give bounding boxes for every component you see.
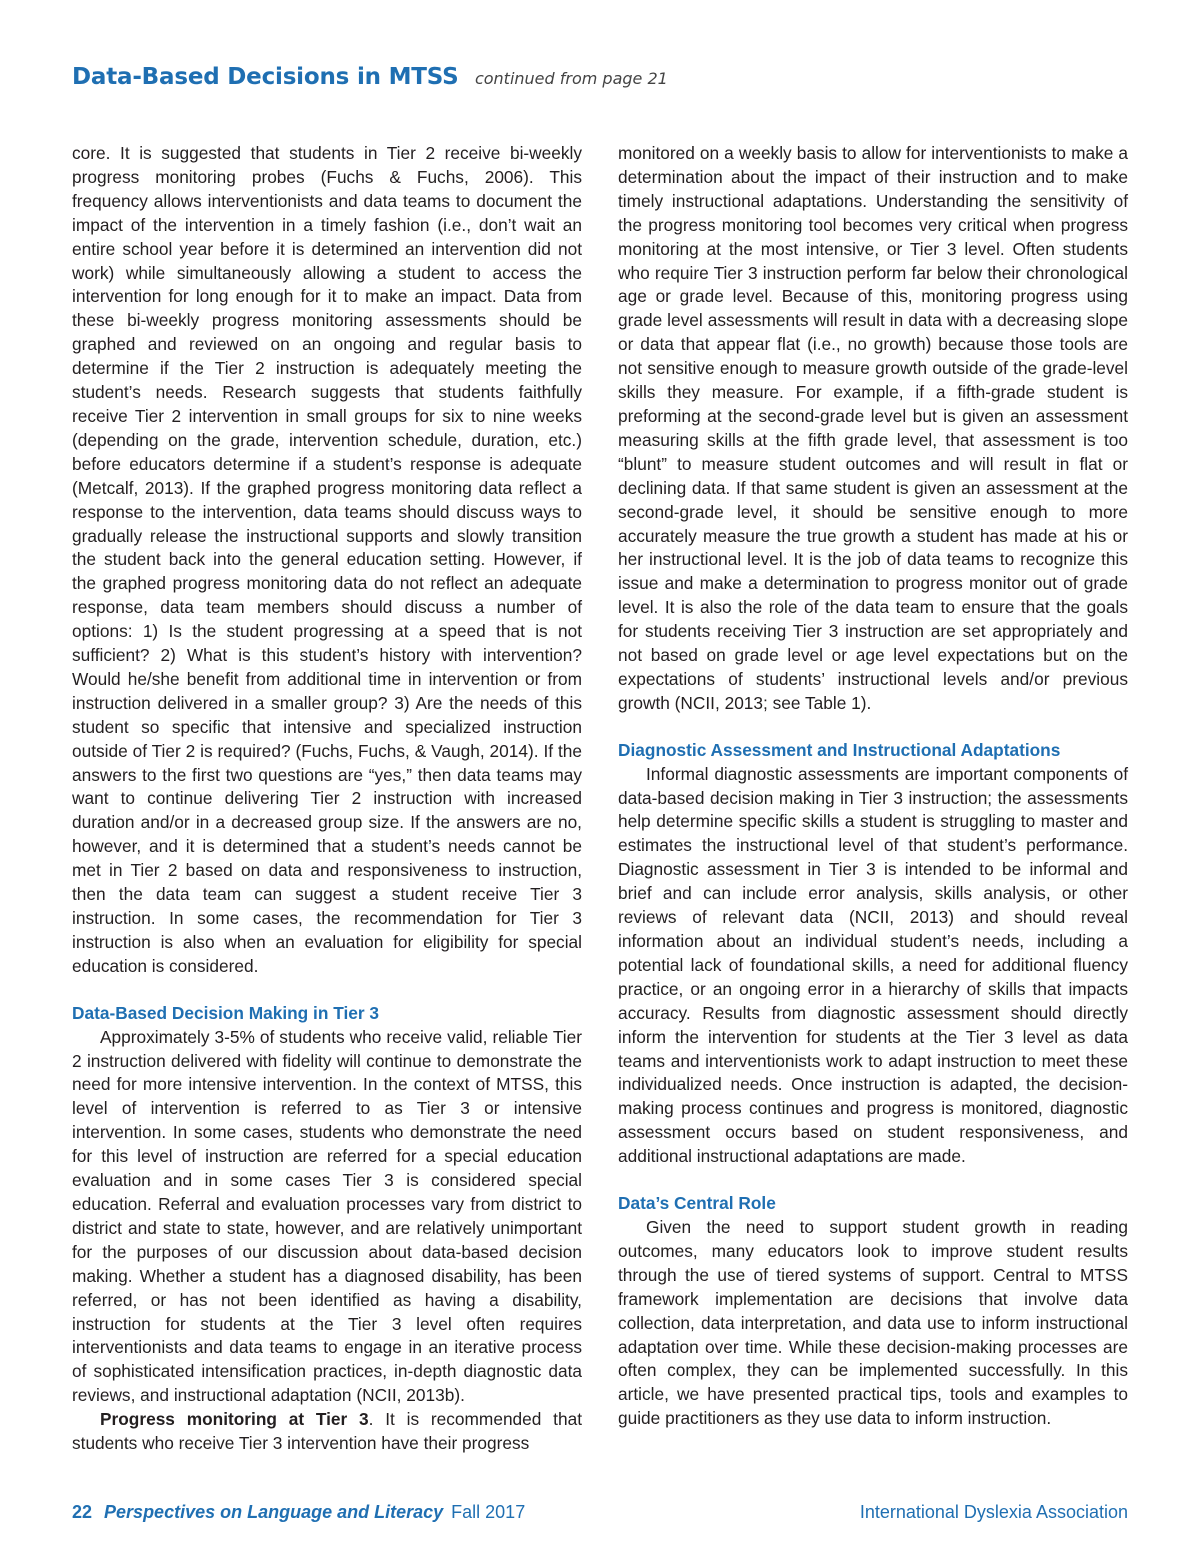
- organization-name: International Dyslexia Association: [859, 1502, 1128, 1522]
- page-number: 22: [72, 1502, 93, 1522]
- paragraph: monitored on a weekly basis to allow for interventionists to make a determination about the impact of their instruction and to make timely instructional adaptations. Understanding the sensitivity of the progress monitoring tool becomes very critical when progress monitoring at the most intensive, or Tier 3 level. Often students who require Tier 3 instruction perform far below their chronological age or grade level. Because of this, monitoring progress using grade level assessments will result in data with a decreasing slope or data that appear flat (i.e., no growth) because those tools are not sensitive enough to measure growth outside of the grade-level skills they measure. For example, if a fifth-grade student is preforming at the second-grade level but is given an assessment measuring skills at the fifth grade level, that assessment is too “blunt” to measure student outcomes and will result in flat or declining data. If that same student is given an assessment at the second-grade level, it should be sensitive enough to more accurately measure the true growth a student has made at his or her instructional level. It is the job of data teams to recognize this issue and make a determination to progress monitor out of grade level. It is also the role of the data team to ensure that the goals for students receiving Tier 3 instruction are set appropriately and not based on grade level or age level expectations but on the expectations of students’ instructional levels and/or previous growth (NCII, 2013; see Table 1).: [618, 143, 1128, 713]
- section-heading-central-role: Data’s Central Role: [618, 1193, 776, 1214]
- paragraph: Approximately 3-5% of students who receive valid, reliable Tier 2 instruction delivered with fidelity will continue to demonstrate the need for more intensive intervention. In the context of MTSS, this level of intervention is referred to as Tier 3 or intensive intervention. In some cases, students who demonstrate the need for this level of instruction are referred for a special education evaluation and in some cases Tier 3 is considered special education. Referral and evaluation processes vary from district to district and state to state, however, and are relatively unimportant for the purposes of our discussion about data-based decision making. Whether a student has a diagnosed disability, has been referred, or has not been identified as having a disability, instruction for students at the Tier 3 level often requires interventionists and data teams to engage in an iterative process of sophisticated intensification practices, in-depth diagnostic data reviews, and instructional adaptation (NCII, 2013b).: [72, 1026, 582, 1406]
- continued-note: continued from page 21: [474, 69, 668, 88]
- paragraph: [72, 1408, 582, 1456]
- section-heading-diagnostic: Diagnostic Assessment and Instructional Adaptations: [618, 739, 1061, 760]
- paragraph: Given the need to support student growth in reading outcomes, many educators look to improve student results through the use of tiered systems of support. Central to MTSS framework implementation are decisions that involve data collection, data interpretation, and data use to inform instructional adaptation over time. While these decision-making processes are often complex, they can be implemented successfully. In this article, we have presented practical tips, tools and examples to guide practitioners as they use data to inform instruction.: [618, 1216, 1128, 1429]
- paragraph-text: . It is recommended that students who receive Tier 3 intervention have their progress: [72, 1409, 582, 1454]
- article-title: Data-Based Decisions in MTSS: [72, 64, 459, 90]
- paragraph: core. It is suggested that students in Tier 2 receive bi-weekly progress monitoring probes (Fuchs & Fuchs, 2006). This frequency allows interventionists and data teams to document the impact of the intervention in a timely fashion (i.e., don’t wait an entire school year before it is determined an intervention did not work) while simultaneously allowing a student to access the intervention for long enough for it to make an impact. Data from these bi-weekly progress monitoring assessments should be graphed and reviewed on an ongoing and regular basis to determine if the Tier 2 instruction is adequately meeting the student’s needs. Research suggests that students faithfully receive Tier 2 intervention in small groups for six to nine weeks (depending on the grade, intervention schedule, duration, etc.) before educators determine if a student’s response is adequate (Metcalf, 2013). If the graphed progress monitoring data reflect a response to the intervention, data teams should discuss ways to gradually release the instructional supports and slowly transition the student back into the general education setting. However, if the graphed progress monitoring data do not reflect an adequate response, data team members should discuss a number of options: 1) Is the student progressing at a speed that is not sufficient? 2) What is this student’s history with intervention? Would he/she benefit from additional time in intervention or from instruction delivered in a smaller group? 3) Are the needs of this student so specific that intensive and specialized instruction outside of Tier 2 is required? (Fuchs, Fuchs, & Vaugh, 2014). If the answers to the first two questions are “yes,” then data teams may want to continue delivering Tier 2 instruction with increased duration and/or in a decreased group size. If the answers are no, however, and it is determined that a student’s needs cannot be met in Tier 2 based on data and responsiveness to instruction, then the data team can suggest a student receive Tier 3 instruction. In some cases, the recommendation for Tier 3 instruction is also when an evaluation for eligibility for special education is considered.: [72, 143, 582, 976]
- page-footer: [72, 1502, 1128, 1528]
- page-header: [72, 64, 668, 90]
- section-heading-tier3: Data-Based Decision Making in Tier 3: [72, 1002, 379, 1023]
- left-column: [72, 142, 582, 1456]
- issue-date: Fall 2017: [451, 1502, 526, 1522]
- paragraph: Informal diagnostic assessments are important components of data-based decision making in Tier 3 instruction; the assessments help determine specific skills a student is struggling to master and estimates the instructional level of that student’s performance. Diagnostic assessment in Tier 3 is intended to be informal and brief and can include error analysis, skills analysis, or other reviews of relevant data (NCII, 2013) and should reveal information about an individual student’s needs, including a potential lack of foundational skills, a need for additional fluency practice, or an ongoing error in a hierarchy of skills that impacts accuracy. Results from diagnostic assessment should directly inform the intervention for students at the Tier 3 level as data teams and interventionists work to adapt instruction to meet these individualized needs. Once instruction is adapted, the decision-making process continues and progress is monitored, diagnostic assessment occurs based on student responsiveness, and additional instructional adaptations are made.: [618, 763, 1128, 1167]
- journal-name: Perspectives on Language and Literacy: [104, 1502, 444, 1522]
- run-in-heading: Progress monitoring at Tier 3: [100, 1409, 369, 1430]
- right-column: [618, 142, 1128, 1431]
